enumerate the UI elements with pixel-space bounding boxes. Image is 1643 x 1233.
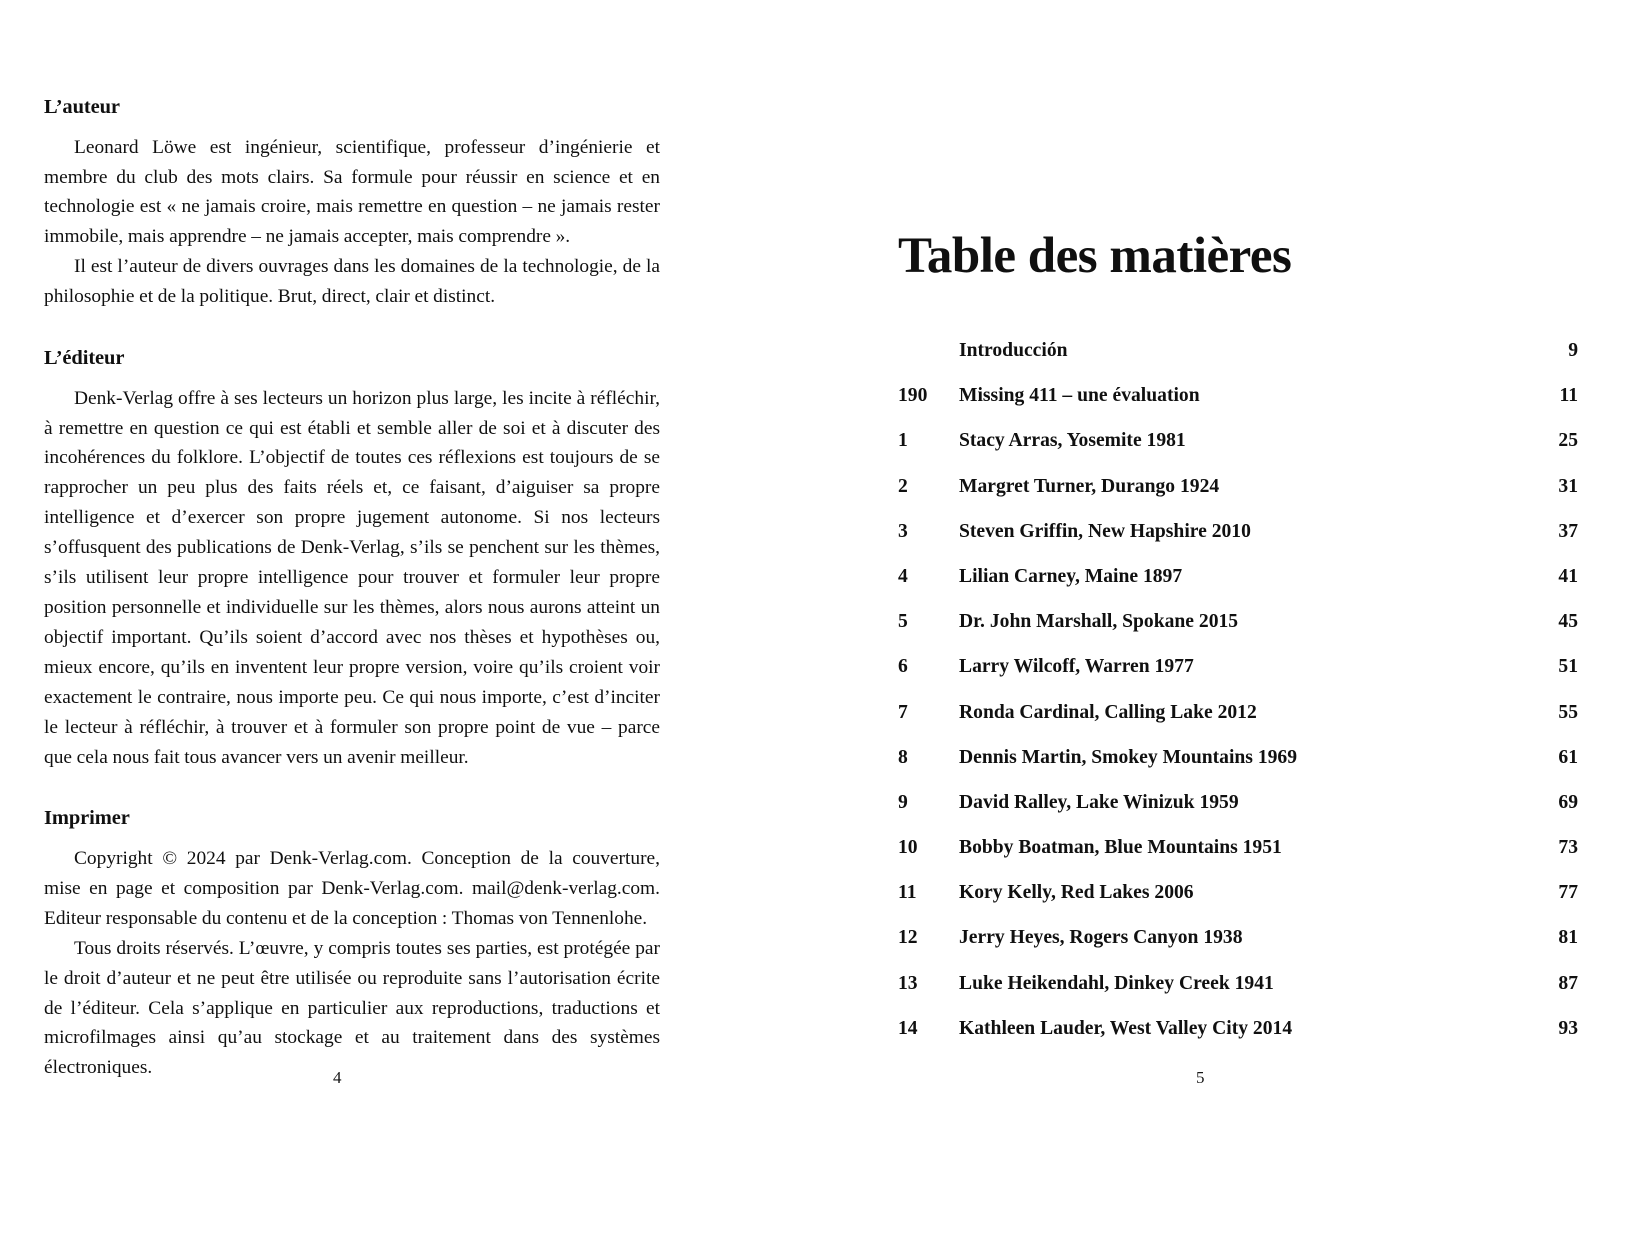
imprint-paragraph-1: Copyright © 2024 par Denk-Verlag.com. Conception de la couverture, mise en page et composition par Denk-Verlag.com. mail@denk-verlag.com. Editeur responsable du contenu et de la conception : Thomas von Tennenlohe. [44, 848, 660, 929]
toc-entry-number: 10 [898, 837, 918, 859]
toc-entry-page-number: 73 [1558, 837, 1578, 859]
toc-entry-label: Stacy Arras, Yosemite 1981 [959, 430, 1186, 452]
toc-entry[interactable] [898, 566, 1578, 611]
editor-paragraph-1: Denk-Verlag offre à ses lecteurs un horizon plus large, les incite à réfléchir, à remettre en question ce qui est établi et semble aller de soi et à discuter des incohérences du folklore. L’objectif de toutes ces réflexions est toujours de se rapprocher un peu plus des faits réels et, ce faisant, d’aiguiser sa propre intelligence et d’exercer son propre jugement autonome. Si nos lecteurs s’offusquent des publications de Denk-Verlag, s’ils se penchent sur les thèmes, s’ils utilisent leur propre intelligence pour trouver et formuler leur propre position personnelle et individuelle sur les thèmes, alors nous aurons atteint un objectif important. Qu’ils soient d’accord avec nos thèses et hypothèses ou, mieux encore, qu’ils en inventent leur propre version, voire qu’ils croient voir exactement le contraire, nous importe peu. Ce qui nous importe, c’est d’inciter le lecteur à réfléchir, à trouver et à formuler son propre point de vue – parce que cela nous fait tous avancer vers un avenir meilleur. [44, 387, 660, 768]
toc-entry[interactable] [898, 340, 1578, 385]
toc-entry-page-number: 77 [1558, 882, 1578, 904]
toc-entry[interactable] [898, 430, 1578, 475]
toc-entry-page-number: 93 [1558, 1017, 1578, 1039]
toc-entry-label: Lilian Carney, Maine 1897 [959, 565, 1183, 587]
toc-entry-number: 5 [898, 611, 908, 633]
toc-entry-page-number: 81 [1558, 927, 1578, 949]
toc-entry-number: 2 [898, 475, 908, 497]
toc-entry[interactable] [898, 521, 1578, 566]
toc-entry-number: 3 [898, 520, 908, 542]
folio-right-page: 5 [1196, 1068, 1205, 1087]
toc-entry[interactable] [898, 476, 1578, 521]
toc-entry-number: 12 [898, 927, 918, 949]
section-heading-editor: L’éditeur [44, 347, 125, 370]
toc-entry-number: 14 [898, 1017, 918, 1039]
toc-entry-page-number: 31 [1558, 475, 1578, 497]
toc-entry-label: Luke Heikendahl, Dinkey Creek 1941 [959, 972, 1274, 994]
toc-entry-page-number: 87 [1558, 972, 1578, 994]
toc-entry-page-number: 45 [1558, 611, 1578, 633]
left-page-text-column [44, 95, 660, 1083]
toc-entry-number: 7 [898, 701, 908, 723]
toc-entry-page-number: 25 [1558, 430, 1578, 452]
toc-entry-label: Introducción [959, 340, 1068, 361]
toc-entry[interactable] [898, 385, 1578, 430]
toc-entry-label: David Ralley, Lake Winizuk 1959 [959, 791, 1239, 813]
toc-entry-page-number: 11 [1559, 385, 1578, 407]
toc-entry-label: Larry Wilcoff, Warren 1977 [959, 656, 1194, 678]
toc-entry-label: Steven Griffin, New Hapshire 2010 [959, 520, 1251, 542]
toc-entry-label: Jerry Heyes, Rogers Canyon 1938 [959, 927, 1243, 949]
toc-entry[interactable] [898, 747, 1578, 792]
toc-entry-label: Dr. John Marshall, Spokane 2015 [959, 611, 1239, 633]
toc-entry[interactable] [898, 611, 1578, 656]
toc-entry[interactable] [898, 837, 1578, 882]
toc-entry-page-number: 69 [1558, 791, 1578, 813]
toc-entry-label: Bobby Boatman, Blue Mountains 1951 [959, 837, 1282, 859]
toc-entry[interactable] [898, 973, 1578, 1018]
toc-entry-number: 11 [898, 882, 917, 904]
imprint-paragraph-2: Tous droits réservés. L’œuvre, y compris toutes ses parties, est protégée par le droit d’auteur et ne peut être utilisée ou reproduite sans l’autorisation écrite de l’éditeur. Cela s’applique en particulier aux reproductions, traductions et microfilmages ainsi qu’au stockage et au traitement dans des systèmes électroniques. [44, 937, 660, 1079]
toc-entry-number: 4 [898, 565, 908, 587]
toc-entry-page-number: 55 [1558, 701, 1578, 723]
table-of-contents-list [898, 340, 1578, 1063]
left-page [0, 0, 780, 1233]
toc-entry[interactable] [898, 927, 1578, 972]
toc-entry-label: Kory Kelly, Red Lakes 2006 [959, 882, 1194, 904]
toc-entry-page-number: 9 [1568, 340, 1578, 361]
toc-entry[interactable] [898, 656, 1578, 701]
toc-entry-page-number: 51 [1558, 656, 1578, 678]
toc-entry-number: 13 [898, 972, 918, 994]
toc-entry-page-number: 37 [1558, 520, 1578, 542]
folio-left-page: 4 [333, 1068, 342, 1087]
toc-entry-label: Margret Turner, Durango 1924 [959, 475, 1220, 497]
toc-entry[interactable] [898, 702, 1578, 747]
toc-entry[interactable] [898, 882, 1578, 927]
right-page [780, 0, 1643, 1233]
toc-entry-label: Ronda Cardinal, Calling Lake 2012 [959, 701, 1257, 723]
author-paragraph-2: Il est l’auteur de divers ouvrages dans les domaines de la technologie, de la philosophie et de la politique. Brut, direct, clair et distinct. [44, 256, 660, 308]
section-heading-imprint: Imprimer [44, 807, 130, 830]
toc-entry-number: 9 [898, 791, 908, 813]
author-paragraph-1: Leonard Löwe est ingénieur, scientifique, professeur d’ingénierie et membre du club des mots clairs. Sa formule pour réussir en science et en technologie est « ne jamais croire, mais remettre en question – ne jamais rester immobile, mais apprendre – ne jamais accepter, mais comprendre ». [44, 136, 660, 248]
toc-entry-label: Kathleen Lauder, West Valley City 2014 [959, 1017, 1293, 1039]
toc-entry-number: 1 [898, 430, 908, 452]
section-heading-author: L’auteur [44, 96, 120, 118]
toc-entry-number: 6 [898, 656, 908, 678]
toc-entry-page-number: 61 [1558, 746, 1578, 768]
toc-entry-number: 8 [898, 746, 908, 768]
toc-entry-page-number: 41 [1558, 565, 1578, 587]
toc-entry[interactable] [898, 1018, 1578, 1063]
toc-entry[interactable] [898, 792, 1578, 837]
toc-entry-label: Dennis Martin, Smokey Mountains 1969 [959, 746, 1298, 768]
toc-entry-number: 190 [898, 385, 928, 407]
page-title: Table des matières [898, 228, 1292, 285]
toc-entry-label: Missing 411 – une évaluation [959, 385, 1200, 407]
